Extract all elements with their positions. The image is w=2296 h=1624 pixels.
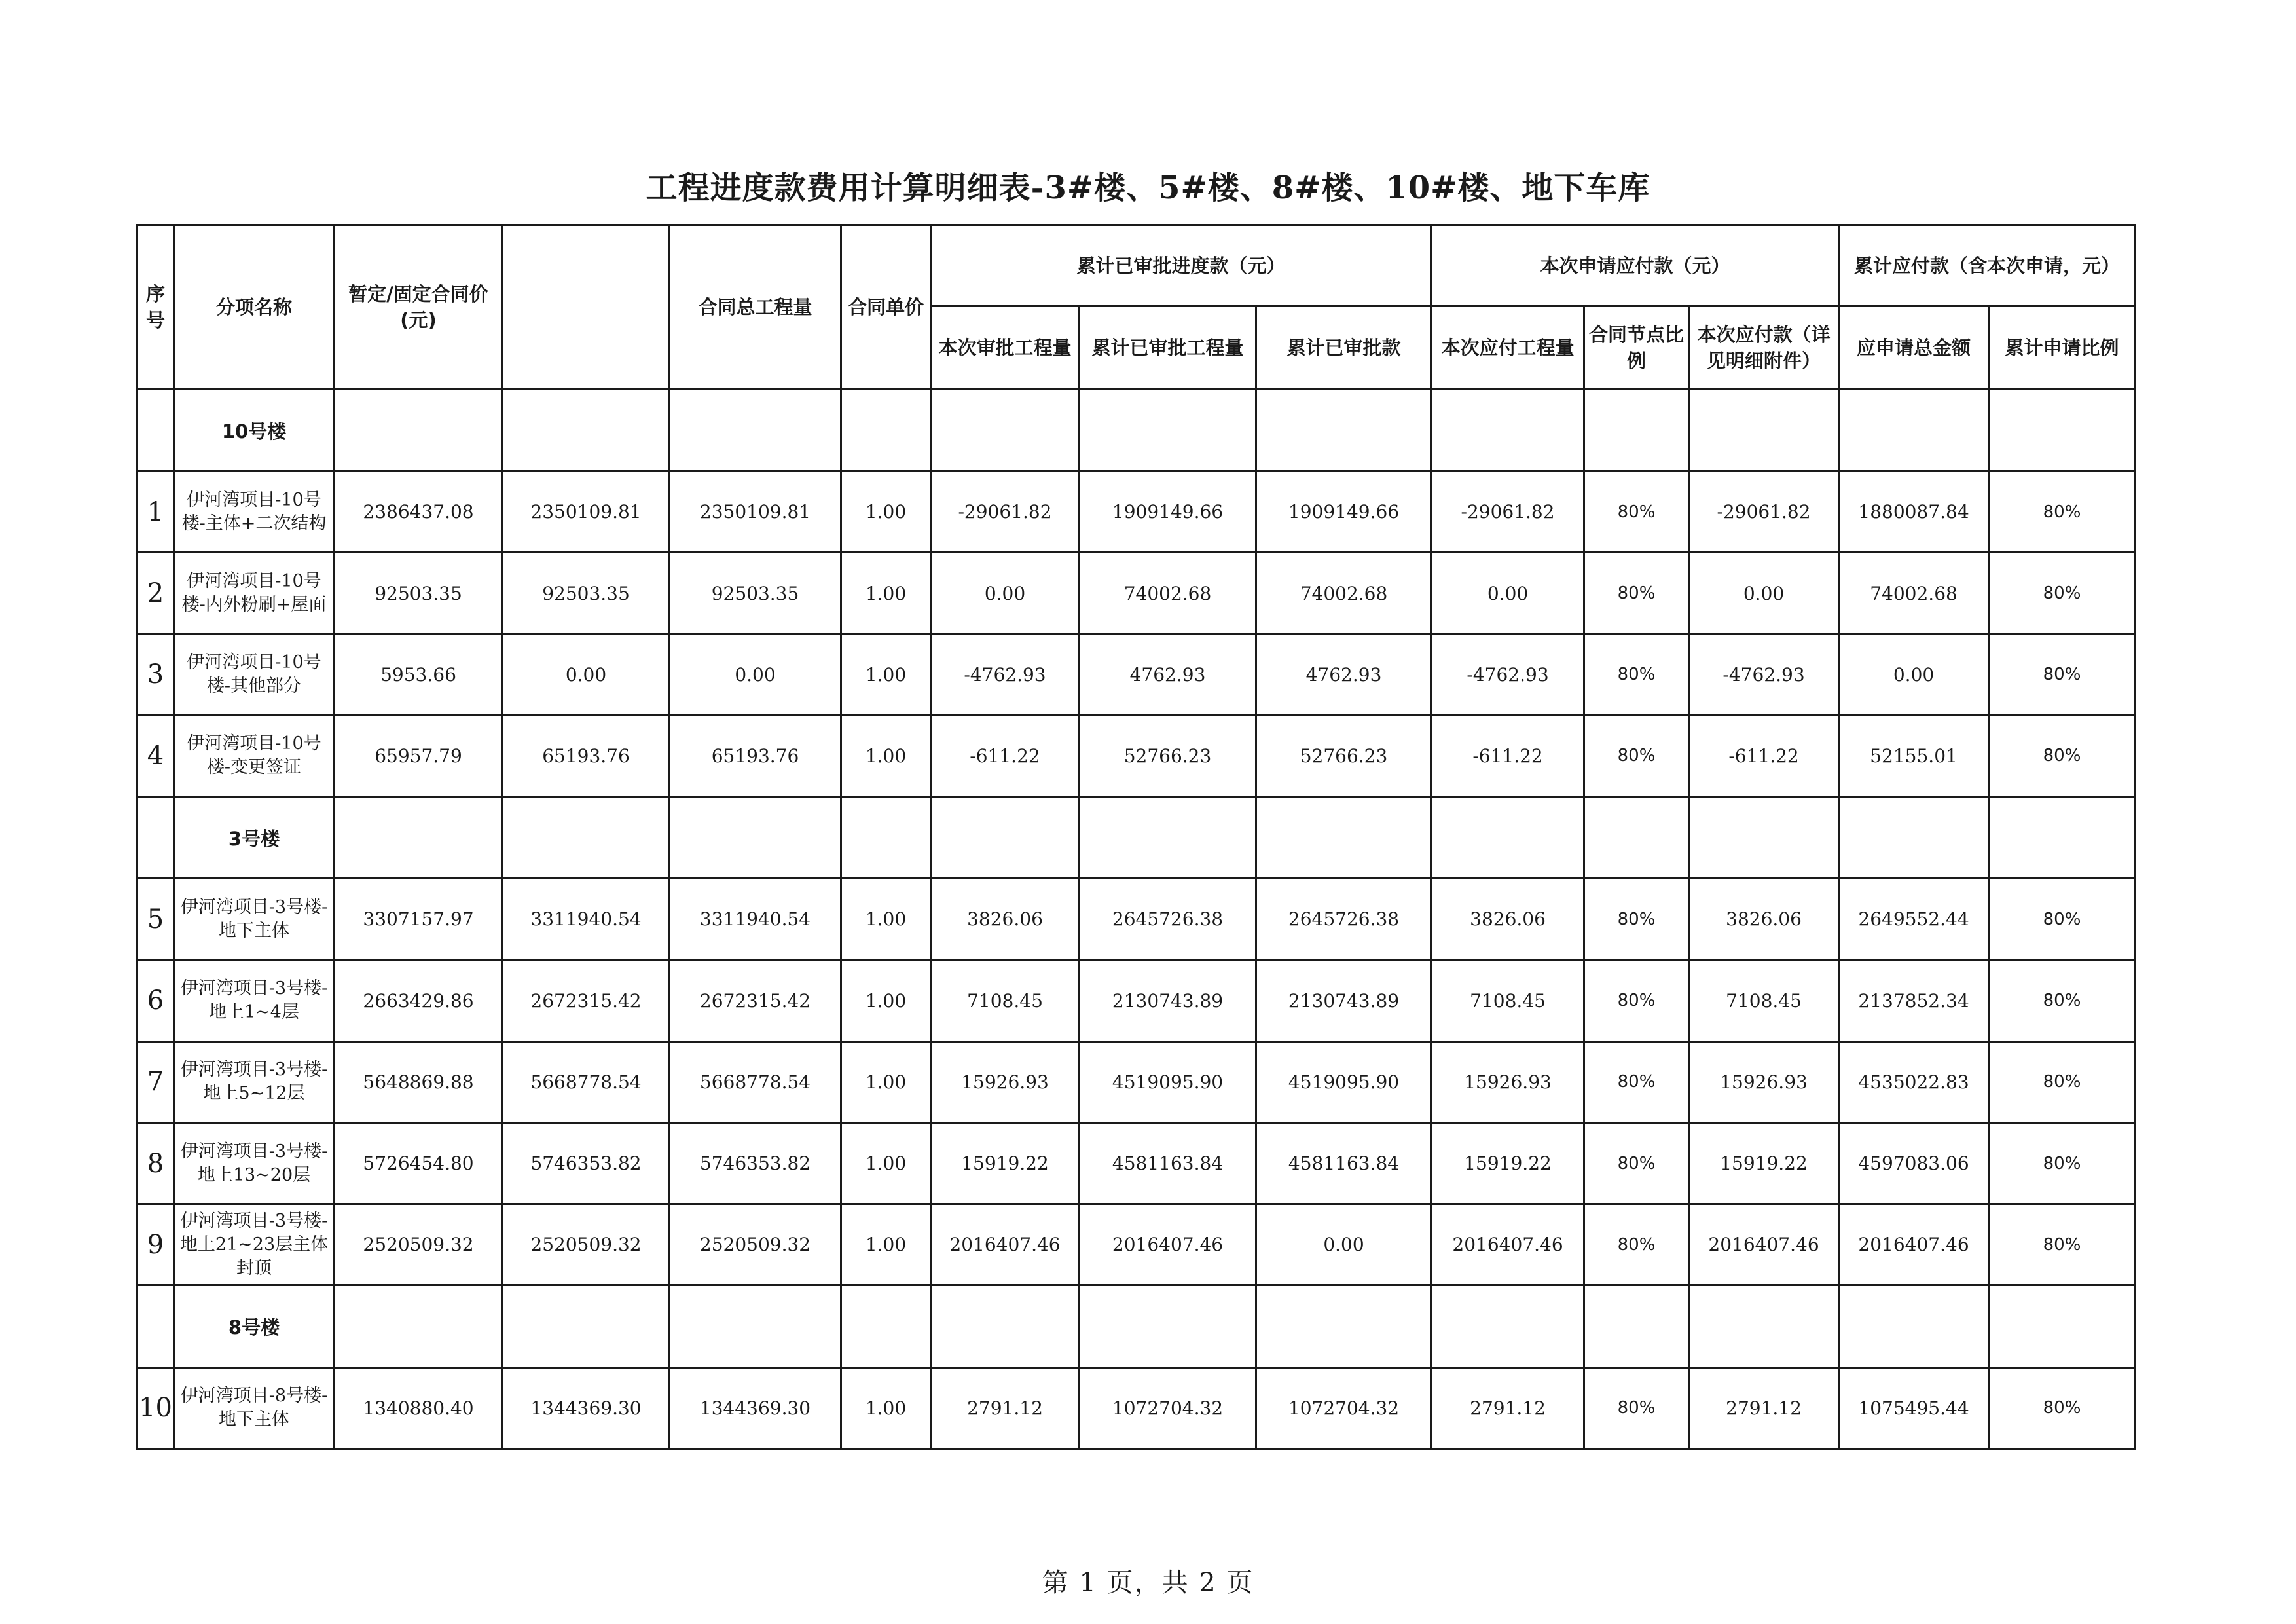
table-row	[137, 960, 2136, 1041]
cell-total-applied: 1880087.84	[1839, 471, 1989, 553]
cell-node-ratio: 80%	[1584, 879, 1689, 960]
table-row	[137, 471, 2136, 553]
cell-total-applied: 2016407.46	[1839, 1204, 1989, 1285]
cell-cum-ratio: 80%	[1989, 715, 2136, 796]
cell-this-approved-qty: -29061.82	[931, 471, 1080, 553]
cell-total-qty: 1344369.30	[670, 1367, 841, 1449]
cell-blank: 92503.35	[503, 553, 670, 634]
group-empty-cell	[670, 1285, 841, 1367]
cell-this-approved-qty: 15926.93	[931, 1041, 1080, 1122]
cell-unit-price: 1.00	[841, 634, 931, 715]
cell-this-payable-qty: -29061.82	[1432, 471, 1584, 553]
cell-contract-price: 65957.79	[335, 715, 503, 796]
cell-blank: 2520509.32	[503, 1204, 670, 1285]
header-this-payable-qty: 本次应付工程量	[1432, 306, 1584, 390]
header-cum-approved-amount: 累计已审批款	[1256, 306, 1432, 390]
cell-contract-price: 2663429.86	[335, 960, 503, 1041]
cell-name: 伊河湾项目-3号楼-地上13~20层	[174, 1122, 335, 1204]
group-empty-cell	[1689, 1285, 1839, 1367]
group-empty-cell	[1689, 390, 1839, 471]
group-empty-cell	[1839, 390, 1989, 471]
cell-node-ratio: 80%	[1584, 715, 1689, 796]
group-empty-cell	[1432, 390, 1584, 471]
header-cum-ratio: 累计申请比例	[1989, 306, 2136, 390]
group-row	[137, 797, 2136, 879]
cell-this-payable-amount: -611.22	[1689, 715, 1839, 796]
group-empty-cell	[1989, 1285, 2136, 1367]
cell-total-qty: 2350109.81	[670, 471, 841, 553]
cell-seq: 4	[137, 715, 174, 796]
cell-contract-price: 92503.35	[335, 553, 503, 634]
cell-node-ratio: 80%	[1584, 1367, 1689, 1449]
cell-blank: 1344369.30	[503, 1367, 670, 1449]
cell-total-qty: 0.00	[670, 634, 841, 715]
header-this-approved-qty: 本次审批工程量	[931, 306, 1080, 390]
group-empty-cell	[1432, 1285, 1584, 1367]
cell-cum-approved-amount: 1072704.32	[1256, 1367, 1432, 1449]
cell-cum-approved-amount: 4519095.90	[1256, 1041, 1432, 1122]
cell-this-payable-amount: 15926.93	[1689, 1041, 1839, 1122]
cell-this-approved-qty: 2016407.46	[931, 1204, 1080, 1285]
group-empty-cell	[1584, 390, 1689, 471]
cell-this-payable-amount: 0.00	[1689, 553, 1839, 634]
group-empty-cell	[1080, 1285, 1256, 1367]
cell-seq: 8	[137, 1122, 174, 1204]
cell-this-payable-qty: 0.00	[1432, 553, 1584, 634]
cell-name: 伊河湾项目-8号楼-地下主体	[174, 1367, 335, 1449]
cell-this-payable-amount: 3826.06	[1689, 879, 1839, 960]
cell-this-payable-amount: 2016407.46	[1689, 1204, 1839, 1285]
group-name: 8号楼	[174, 1285, 335, 1367]
cell-seq: 9	[137, 1204, 174, 1285]
cell-this-payable-qty: 15919.22	[1432, 1122, 1584, 1204]
cell-unit-price: 1.00	[841, 960, 931, 1041]
cell-total-qty: 2520509.32	[670, 1204, 841, 1285]
cell-cum-ratio: 80%	[1989, 471, 2136, 553]
group-empty-cell	[841, 1285, 931, 1367]
page-footer: 第 1 页，共 2 页	[1042, 1568, 1254, 1598]
header-unit-price: 合同单价	[841, 225, 931, 390]
group-name: 3号楼	[174, 797, 335, 879]
group-empty-cell	[1256, 390, 1432, 471]
group-row	[137, 1285, 2136, 1367]
cell-seq: 6	[137, 960, 174, 1041]
progress-payment-table	[136, 224, 2136, 1450]
header-current-group: 本次申请应付款（元）	[1432, 225, 1839, 306]
cell-blank: 65193.76	[503, 715, 670, 796]
group-empty-cell	[670, 390, 841, 471]
cell-cum-approved-qty: 4519095.90	[1080, 1041, 1256, 1122]
cell-contract-price: 2386437.08	[335, 471, 503, 553]
cell-blank: 5668778.54	[503, 1041, 670, 1122]
cell-cum-approved-qty: 2645726.38	[1080, 879, 1256, 960]
cell-name: 伊河湾项目-10号楼-变更签证	[174, 715, 335, 796]
cell-cum-approved-qty: 52766.23	[1080, 715, 1256, 796]
cell-node-ratio: 80%	[1584, 1122, 1689, 1204]
table-row	[137, 553, 2136, 634]
cell-name: 伊河湾项目-3号楼-地下主体	[174, 879, 335, 960]
group-empty-cell	[503, 390, 670, 471]
cell-cum-approved-qty: 74002.68	[1080, 553, 1256, 634]
header-this-payable-amount: 本次应付款（详见明细附件）	[1689, 306, 1839, 390]
header-total-qty: 合同总工程量	[670, 225, 841, 390]
group-empty-cell	[1989, 390, 2136, 471]
cell-this-payable-amount: -29061.82	[1689, 471, 1839, 553]
cell-this-approved-qty: -611.22	[931, 715, 1080, 796]
cell-unit-price: 1.00	[841, 471, 931, 553]
cell-this-approved-qty: -4762.93	[931, 634, 1080, 715]
cell-node-ratio: 80%	[1584, 634, 1689, 715]
group-empty-cell	[1584, 797, 1689, 879]
cell-seq: 5	[137, 879, 174, 960]
group-empty-cell	[1080, 390, 1256, 471]
group-empty-cell	[931, 390, 1080, 471]
page-title: 工程进度款费用计算明细表-3#楼、5#楼、8#楼、10#楼、地下车库	[646, 170, 1650, 206]
header-name: 分项名称	[174, 225, 335, 390]
group-empty-cell	[1584, 1285, 1689, 1367]
cell-cum-approved-amount: 2645726.38	[1256, 879, 1432, 960]
group-name: 10号楼	[174, 390, 335, 471]
group-seq-cell	[137, 797, 174, 879]
cell-cum-approved-qty: 1909149.66	[1080, 471, 1256, 553]
cell-contract-price: 3307157.97	[335, 879, 503, 960]
cell-seq: 2	[137, 553, 174, 634]
cell-this-payable-qty: 3826.06	[1432, 879, 1584, 960]
cell-unit-price: 1.00	[841, 1122, 931, 1204]
group-empty-cell	[931, 1285, 1080, 1367]
group-empty-cell	[335, 1285, 503, 1367]
cell-name: 伊河湾项目-10号楼-其他部分	[174, 634, 335, 715]
group-empty-cell	[1080, 797, 1256, 879]
group-empty-cell	[1839, 797, 1989, 879]
cell-node-ratio: 80%	[1584, 960, 1689, 1041]
group-empty-cell	[931, 797, 1080, 879]
cell-this-payable-qty: -4762.93	[1432, 634, 1584, 715]
cell-this-payable-qty: 15926.93	[1432, 1041, 1584, 1122]
group-empty-cell	[1256, 797, 1432, 879]
cell-cum-approved-qty: 4581163.84	[1080, 1122, 1256, 1204]
header-cum-approved-qty: 累计已审批工程量	[1080, 306, 1256, 390]
cell-node-ratio: 80%	[1584, 1204, 1689, 1285]
group-empty-cell	[1989, 797, 2136, 879]
table-row	[137, 1041, 2136, 1122]
cell-cum-approved-amount: 0.00	[1256, 1204, 1432, 1285]
cell-node-ratio: 80%	[1584, 553, 1689, 634]
cell-total-qty: 5668778.54	[670, 1041, 841, 1122]
cell-cum-ratio: 80%	[1989, 634, 2136, 715]
cell-total-applied: 4535022.83	[1839, 1041, 1989, 1122]
cell-this-payable-qty: 7108.45	[1432, 960, 1584, 1041]
cell-seq: 10	[137, 1367, 174, 1449]
cell-cum-approved-qty: 2016407.46	[1080, 1204, 1256, 1285]
cell-total-qty: 5746353.82	[670, 1122, 841, 1204]
cell-cum-approved-amount: 52766.23	[1256, 715, 1432, 796]
cell-total-applied: 1075495.44	[1839, 1367, 1989, 1449]
cell-this-payable-amount: 2791.12	[1689, 1367, 1839, 1449]
cell-cum-ratio: 80%	[1989, 1122, 2136, 1204]
cell-cum-approved-qty: 4762.93	[1080, 634, 1256, 715]
cell-name: 伊河湾项目-3号楼-地上1~4层	[174, 960, 335, 1041]
cell-cum-approved-amount: 2130743.89	[1256, 960, 1432, 1041]
group-row	[137, 390, 2136, 471]
table-row	[137, 879, 2136, 960]
cell-this-payable-qty: 2791.12	[1432, 1367, 1584, 1449]
cell-unit-price: 1.00	[841, 1204, 931, 1285]
cell-this-payable-amount: 15919.22	[1689, 1122, 1839, 1204]
cell-unit-price: 1.00	[841, 553, 931, 634]
cell-node-ratio: 80%	[1584, 1041, 1689, 1122]
cell-cum-ratio: 80%	[1989, 879, 2136, 960]
cell-total-applied: 0.00	[1839, 634, 1989, 715]
cell-unit-price: 1.00	[841, 1367, 931, 1449]
group-empty-cell	[1256, 1285, 1432, 1367]
cell-this-payable-qty: -611.22	[1432, 715, 1584, 796]
cell-this-approved-qty: 3826.06	[931, 879, 1080, 960]
group-empty-cell	[841, 390, 931, 471]
cell-seq: 1	[137, 471, 174, 553]
cell-contract-price: 2520509.32	[335, 1204, 503, 1285]
group-empty-cell	[503, 797, 670, 879]
cell-unit-price: 1.00	[841, 879, 931, 960]
cell-name: 伊河湾项目-10号楼-主体+二次结构	[174, 471, 335, 553]
cell-this-payable-qty: 2016407.46	[1432, 1204, 1584, 1285]
table-row	[137, 634, 2136, 715]
cell-cum-approved-amount: 4762.93	[1256, 634, 1432, 715]
cell-blank: 0.00	[503, 634, 670, 715]
header-node-ratio: 合同节点比例	[1584, 306, 1689, 390]
cell-total-applied: 52155.01	[1839, 715, 1989, 796]
cell-blank: 3311940.54	[503, 879, 670, 960]
cell-cum-approved-qty: 2130743.89	[1080, 960, 1256, 1041]
cell-contract-price: 1340880.40	[335, 1367, 503, 1449]
cell-blank: 5746353.82	[503, 1122, 670, 1204]
cell-total-applied: 2649552.44	[1839, 879, 1989, 960]
cell-cum-ratio: 80%	[1989, 1041, 2136, 1122]
table-row	[137, 1204, 2136, 1285]
cell-seq: 7	[137, 1041, 174, 1122]
cell-contract-price: 5726454.80	[335, 1122, 503, 1204]
cell-blank: 2350109.81	[503, 471, 670, 553]
cell-cum-approved-amount: 1909149.66	[1256, 471, 1432, 553]
cell-total-qty: 2672315.42	[670, 960, 841, 1041]
cell-cum-ratio: 80%	[1989, 553, 2136, 634]
header-approved-group: 累计已审批进度款（元）	[931, 225, 1432, 306]
cell-cum-approved-amount: 74002.68	[1256, 553, 1432, 634]
header-blank	[503, 225, 670, 390]
cell-name: 伊河湾项目-3号楼-地上21~23层主体封顶	[174, 1204, 335, 1285]
header-contract-price: 暂定/固定合同价(元)	[335, 225, 503, 390]
cell-total-qty: 92503.35	[670, 553, 841, 634]
cell-name: 伊河湾项目-10号楼-内外粉刷+屋面	[174, 553, 335, 634]
cell-total-qty: 3311940.54	[670, 879, 841, 960]
cell-total-applied: 74002.68	[1839, 553, 1989, 634]
cell-this-approved-qty: 2791.12	[931, 1367, 1080, 1449]
group-empty-cell	[1689, 797, 1839, 879]
header-total-applied: 应申请总金额	[1839, 306, 1989, 390]
cell-unit-price: 1.00	[841, 1041, 931, 1122]
cell-name: 伊河湾项目-3号楼-地上5~12层	[174, 1041, 335, 1122]
group-empty-cell	[841, 797, 931, 879]
cell-cum-ratio: 80%	[1989, 1204, 2136, 1285]
cell-this-payable-amount: -4762.93	[1689, 634, 1839, 715]
cell-this-approved-qty: 0.00	[931, 553, 1080, 634]
header-seq: 序号	[137, 225, 174, 390]
group-empty-cell	[1839, 1285, 1989, 1367]
cell-contract-price: 5648869.88	[335, 1041, 503, 1122]
group-empty-cell	[503, 1285, 670, 1367]
group-empty-cell	[335, 797, 503, 879]
cell-unit-price: 1.00	[841, 715, 931, 796]
header-cumulative-group: 累计应付款（含本次申请，元）	[1839, 225, 2136, 306]
table-row	[137, 1367, 2136, 1449]
cell-cum-approved-amount: 4581163.84	[1256, 1122, 1432, 1204]
table-row	[137, 715, 2136, 796]
cell-this-payable-amount: 7108.45	[1689, 960, 1839, 1041]
cell-cum-approved-qty: 1072704.32	[1080, 1367, 1256, 1449]
group-empty-cell	[335, 390, 503, 471]
cell-node-ratio: 80%	[1584, 471, 1689, 553]
group-seq-cell	[137, 390, 174, 471]
cell-this-approved-qty: 15919.22	[931, 1122, 1080, 1204]
cell-cum-ratio: 80%	[1989, 960, 2136, 1041]
group-empty-cell	[1432, 797, 1584, 879]
group-seq-cell	[137, 1285, 174, 1367]
cell-total-applied: 4597083.06	[1839, 1122, 1989, 1204]
cell-blank: 2672315.42	[503, 960, 670, 1041]
table-row	[137, 1122, 2136, 1204]
group-empty-cell	[670, 797, 841, 879]
cell-contract-price: 5953.66	[335, 634, 503, 715]
cell-this-approved-qty: 7108.45	[931, 960, 1080, 1041]
cell-seq: 3	[137, 634, 174, 715]
cell-total-qty: 65193.76	[670, 715, 841, 796]
cell-cum-ratio: 80%	[1989, 1367, 2136, 1449]
cell-total-applied: 2137852.34	[1839, 960, 1989, 1041]
